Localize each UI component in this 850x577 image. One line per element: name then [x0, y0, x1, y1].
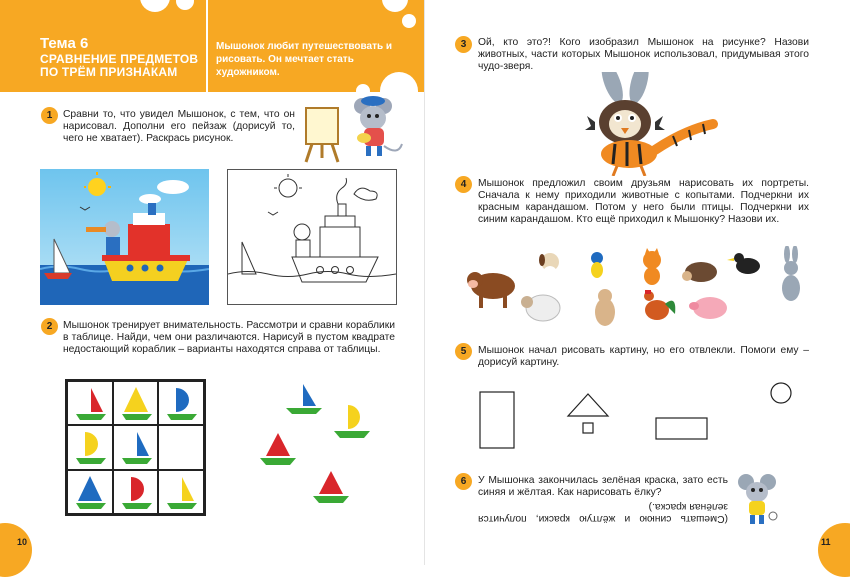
task-number: 4 — [455, 176, 472, 193]
colored-landscape-picture — [40, 169, 209, 305]
sheep-picture — [521, 295, 560, 321]
hedgehog-picture — [682, 262, 717, 282]
task-number: 2 — [41, 318, 58, 335]
boats-table — [65, 379, 206, 516]
boat-option-red-triangle[interactable] — [260, 433, 296, 465]
table-cell — [113, 381, 159, 425]
table-cell — [67, 381, 113, 425]
boat-icon — [68, 426, 113, 470]
task-text: У Мышонка закончилась зелёная краска, зато есть синяя и жёлтая. Как нарисовать ёлку? — [478, 475, 728, 498]
task-text: Ой, кто это?! Кого изобразил Мышонок на рисунке? Назови животных, части которых Мышонок использовал, придумывая этого чудо-зверя. — [478, 37, 809, 72]
table-cell — [67, 470, 113, 514]
cow-picture — [467, 272, 515, 308]
task-number: 1 — [41, 107, 58, 124]
topic-description: Мышонок любит путешествовать и рисовать. Он мечтает стать художником. — [216, 41, 393, 78]
task-number: 3 — [455, 36, 472, 53]
decor-bubble — [402, 14, 416, 28]
decor-bubble — [176, 0, 194, 10]
mouse-painter-illustration — [298, 96, 408, 166]
unfinished-picture-shapes — [475, 378, 805, 454]
boat-option-blue-triangle[interactable] — [286, 384, 322, 414]
banner-separator — [206, 0, 208, 92]
rooster-picture — [644, 290, 675, 320]
topic-title: СРАВНЕНИЕ ПРЕДМЕТОВ ПО ТРЁМ ПРИЗНАКАМ — [40, 52, 199, 79]
triangle-shape — [568, 394, 608, 416]
right-page — [425, 0, 850, 565]
bird-picture — [591, 252, 603, 278]
wide-rectangle-shape — [656, 418, 707, 439]
wonder-beast-illustration — [585, 72, 721, 176]
crow-picture — [727, 253, 760, 274]
circle-shape — [771, 383, 791, 403]
page-number-left: 10 — [17, 537, 28, 547]
pig-picture — [689, 297, 727, 319]
task-text: Мышонок тренирует внимательность. Рассмотри и сравни кораблики в таблице. Найди, чем они различаются. Нарисуй в пустом квадрате недостающий кораблик – варианты находятся справа от таблицы. — [63, 320, 395, 355]
boat-icon — [159, 382, 204, 426]
decor-bubble — [382, 0, 408, 12]
small-square-shape — [583, 423, 593, 433]
decor-bubble — [356, 84, 370, 92]
boat-option-red-triangle-2[interactable] — [313, 471, 349, 503]
boat-option-yellow-half-circle[interactable] — [334, 405, 370, 438]
boat-icon — [68, 471, 113, 515]
left-page — [0, 0, 425, 565]
boat-icon — [114, 426, 159, 470]
task-text: Мышонок предложил своим друзьям нарисовать их портреты. Сначала к нему приходили животные с копытами. Подчеркни их красным карандашом. Потом у него были птицы. Подчеркни их синим карандашом. Кто ещё приходил к Мышонку? Назови их. — [478, 178, 809, 225]
page-number-badge — [0, 523, 32, 577]
boat-answer-options — [256, 380, 386, 506]
empty-cell[interactable] — [158, 425, 204, 469]
task-number: 5 — [455, 343, 472, 360]
table-cell — [158, 470, 204, 514]
table-cell — [67, 425, 113, 469]
table-cell — [158, 381, 204, 425]
animals-illustration — [465, 246, 805, 332]
boat-icon — [114, 382, 159, 426]
outline-landscape-picture — [227, 169, 397, 305]
task-text: Мышонок начал рисовать картину, но его отвлекли. Помоги ему – дорисуй картину. — [478, 345, 809, 368]
decor-bubble — [140, 0, 170, 12]
goat-picture — [595, 289, 615, 326]
task-answer-upside-down: (Смешать синюю и жёлтую краски, получится зелёная краска.) — [478, 501, 728, 524]
task-number: 6 — [455, 473, 472, 490]
rabbit-picture — [782, 246, 800, 301]
table-cell — [113, 470, 159, 514]
cat-picture — [643, 248, 661, 285]
boat-icon — [159, 471, 204, 515]
boat-icon — [68, 382, 113, 426]
rectangle-shape — [480, 392, 514, 448]
table-cell — [113, 425, 159, 469]
page-number-badge — [818, 523, 850, 577]
topic-number: Тема 6 — [40, 35, 89, 52]
mouse-illustration — [733, 472, 783, 528]
boat-icon — [114, 471, 159, 515]
task-text: Сравни то, что увидел Мышонок, с тем, что он нарисовал. Дополни его пейзаж (дорисуй то, чего не хватает). Раскрась рисунок. — [63, 109, 295, 144]
page-number-right: 11 — [821, 537, 831, 547]
dog-picture — [539, 253, 559, 286]
